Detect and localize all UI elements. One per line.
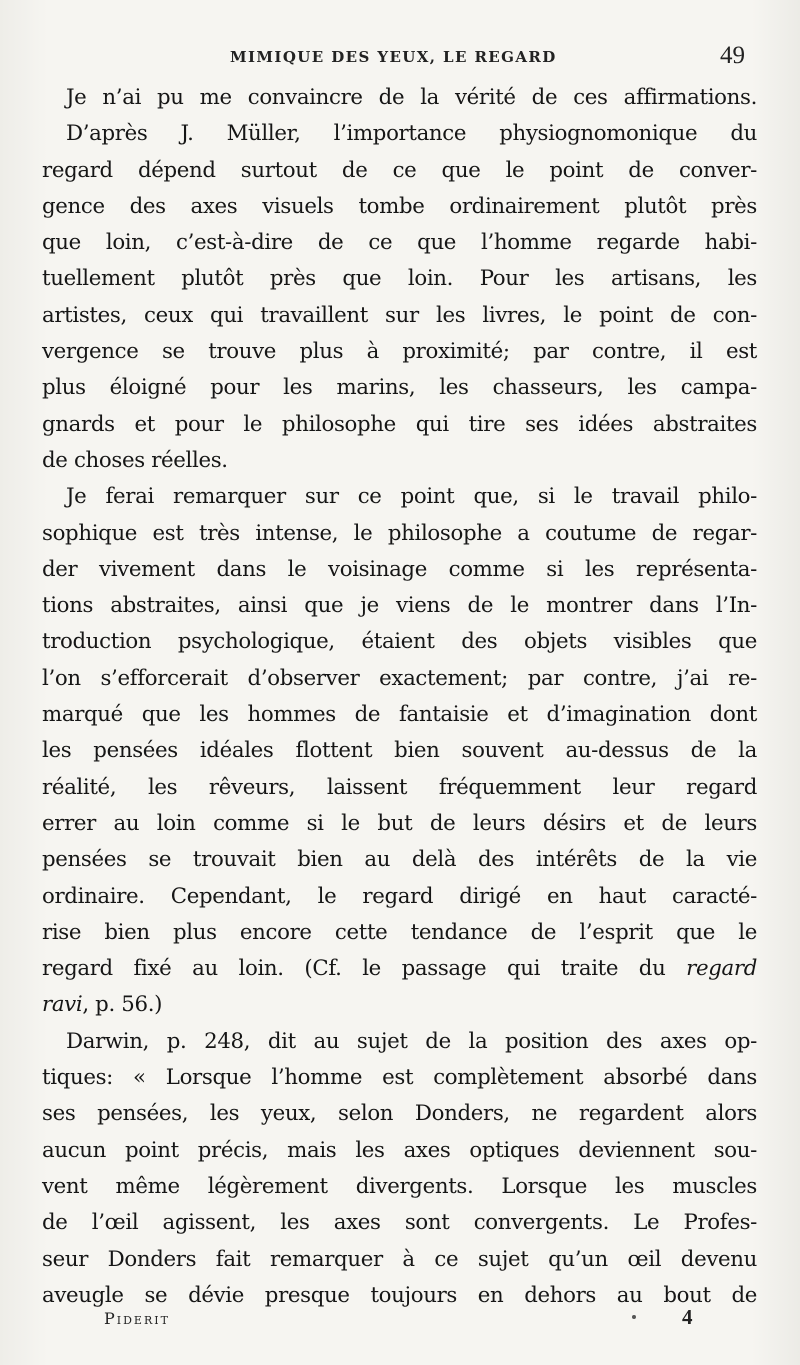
text-line: les pensées idéales flottent bien souvent au-dessus de la	[42, 738, 757, 764]
text-line: tions abstraites, ainsi que je viens de le montrer dans l’In-	[42, 593, 757, 619]
italic-word: regard	[686, 956, 757, 982]
text-line: de choses réelles.	[42, 447, 228, 473]
footer-dot	[632, 1315, 636, 1319]
text-line: que loin, c’est-à-dire de ce que l’homme regarde habi-	[42, 230, 757, 256]
text-line	[42, 951, 757, 987]
page-footer	[0, 1305, 800, 1335]
text-line: sophique est très intense, le philosophe a coutume de regar-	[42, 520, 757, 546]
text-line: vent même légèrement divergents. Lorsque les muscles	[42, 1173, 757, 1199]
text-line: tuellement plutôt près que loin. Pour les artisans, les	[42, 266, 757, 292]
text-line: vergence se trouve plus à proximité; par contre, il est	[42, 339, 757, 365]
text-line: réalité, les rêveurs, laissent fréquemment leur regard	[42, 774, 757, 800]
text-line: de l’œil agissent, les axes sont convergents. Le Profes-	[42, 1210, 757, 1236]
text-segment: , p. 56.)	[82, 992, 163, 1018]
text-line: marqué que les hommes de fantaisie et d’imagination dont	[42, 702, 757, 728]
text-line: artistes, ceux qui travaillent sur les livres, le point de con-	[42, 302, 757, 328]
running-title: MIMIQUE DES YEUX, LE REGARD	[230, 48, 557, 66]
text-line: der vivement dans le voisinage comme si les représenta-	[42, 556, 757, 582]
text-line: tiques: « Lorsque l’homme est complètement absorbé dans	[42, 1065, 757, 1091]
text-line: ordinaire. Cependant, le regard dirigé en haut caracté-	[42, 883, 757, 909]
text-line: errer au loin comme si le but de leurs désirs et de leurs	[42, 810, 757, 836]
text-line: D’après J. Müller, l’importance physiognomonique du	[66, 121, 757, 147]
text-line: plus éloigné pour les marins, les chasseurs, les campa-	[42, 375, 757, 401]
page-header	[0, 42, 800, 72]
text-line: aucun point précis, mais les axes optiques deviennent sou-	[42, 1137, 757, 1163]
text-segment: regard fixé au loin. (Cf. le passage qui traite du	[42, 956, 666, 982]
text-line: regard dépend surtout de ce que le point de conver-	[42, 157, 757, 183]
text-line: l’on s’efforcerait d’observer exactement; par contre, j’ai re-	[42, 665, 757, 691]
text-line: troduction psychologique, étaient des objets visibles que	[42, 629, 757, 655]
text-line: rise bien plus encore cette tendance de l’esprit que le	[42, 919, 757, 945]
text-line: Je n’ai pu me convaincre de la vérité de ces affirmations.	[66, 85, 757, 110]
footer-author: Piderit	[104, 1309, 170, 1328]
text-line: pensées se trouvait bien au delà des intérêts de la vie	[42, 847, 757, 873]
page-number: 49	[720, 42, 745, 69]
text-line: Darwin, p. 248, dit au sujet de la position des axes op-	[66, 1028, 757, 1054]
text-line: aveugle se dévie presque toujours en dehors au bout de	[42, 1282, 757, 1308]
italic-word: ravi	[42, 992, 83, 1018]
text-line: gence des axes visuels tombe ordinairement plutôt près	[42, 193, 757, 219]
body-text	[42, 80, 757, 1314]
text-line: seur Donders fait remarquer à ce sujet qu’un œil devenu	[42, 1246, 757, 1272]
text-line	[42, 987, 757, 1023]
text-line: Je ferai remarquer sur ce point que, si le travail philo-	[66, 484, 757, 510]
text-line: ses pensées, les yeux, selon Donders, ne regardent alors	[42, 1101, 757, 1127]
text-line: gnards et pour le philosophe qui tire ses idées abstraites	[42, 411, 757, 437]
signature-mark: 4	[682, 1305, 693, 1329]
